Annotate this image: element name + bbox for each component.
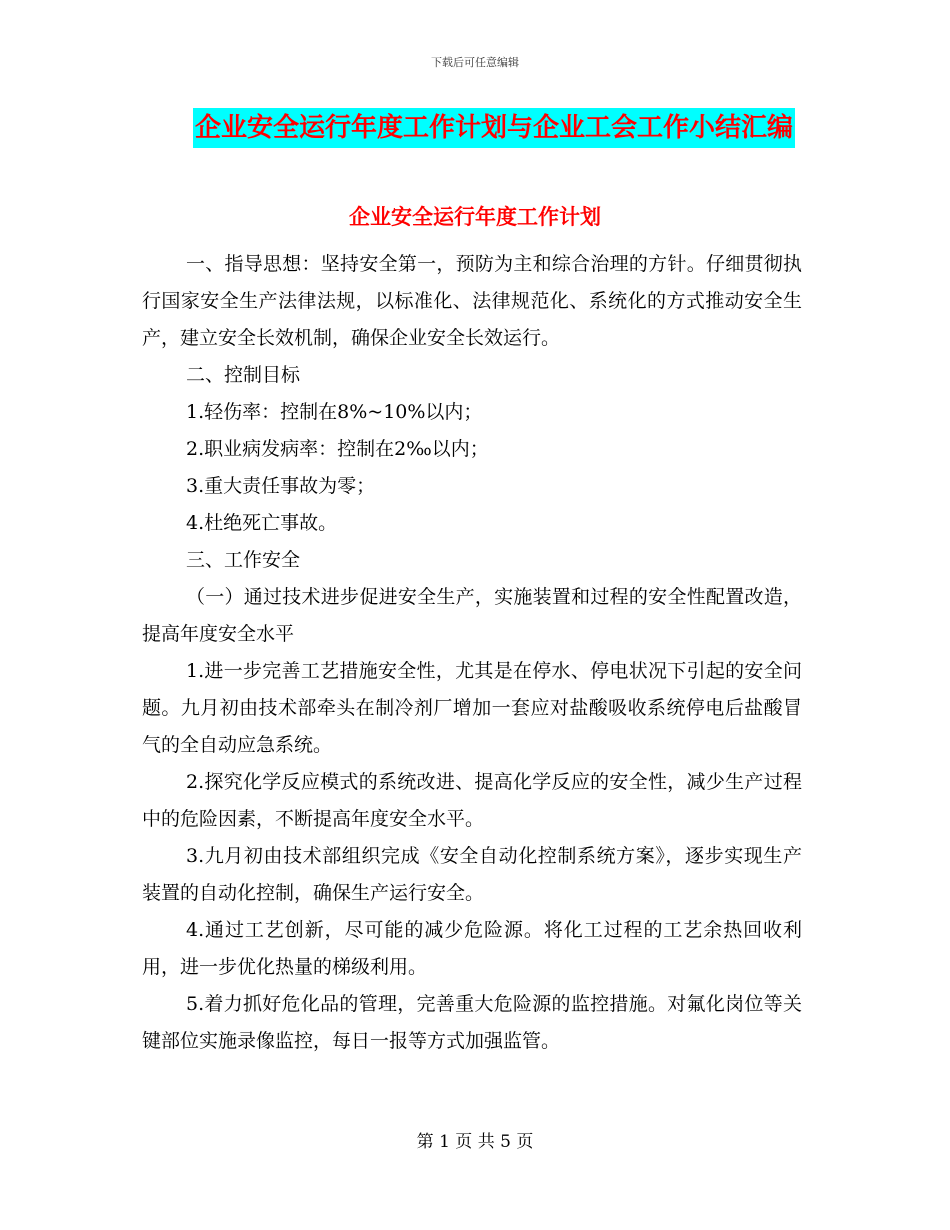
paragraph-target-occupational-disease: 2.职业病发病率：控制在2‰以内； xyxy=(186,438,489,460)
paragraph-item-4: 4.通过工艺创新，尽可能的减少危险源。将化工过程的工艺余热回收利用，进一步优化热量的梯级利用。 xyxy=(142,919,802,978)
paragraph-target-major-accident: 3.重大责任事故为零； xyxy=(186,475,376,497)
paragraph-heading-work-safety: 三、工作安全 xyxy=(186,549,301,571)
paragraph-item-5: 5.着力抓好危化品的管理，完善重大危险源的监控措施。对氟化岗位等关键部位实施录像监控，每日一报等方式加强监管。 xyxy=(142,993,802,1052)
document-title-container xyxy=(193,108,803,148)
header-note: 下载后可任意编辑 xyxy=(431,56,519,69)
paragraph-target-minor-injury: 1.轻伤率：控制在8%~10%以内； xyxy=(186,401,483,423)
paragraph-target-fatal-accident: 4.杜绝死亡事故。 xyxy=(186,512,338,534)
document-title: 企业安全运行年度工作计划与企业工会工作小结汇编 xyxy=(193,108,795,148)
paragraph-item-1: 1.进一步完善工艺措施安全性，尤其是在停水、停电状况下引起的安全问题。九月初由技术部牵头在制冷剂厂增加一套应对盐酸吸收系统停电后盐酸冒气的全自动应急系统。 xyxy=(142,660,802,756)
paragraph-guiding-ideology: 一、指导思想：坚持安全第一，预防为主和综合治理的方针。仔细贯彻执行国家安全生产法律法规，以标准化、法律规范化、系统化的方式推动安全生产，建立安全长效机制，确保企业安全长效运行。 xyxy=(142,253,802,349)
paragraph-subheading-technical-progress: （一）通过技术进步促进安全生产，实施装置和过程的安全性配置改造，提高年度安全水平 xyxy=(142,586,802,645)
paragraph-item-2: 2.探究化学反应模式的系统改进、提高化学反应的安全性，减少生产过程中的危险因素，不断提高年度安全水平。 xyxy=(142,771,802,830)
paragraph-heading-control-targets: 二、控制目标 xyxy=(186,364,301,386)
section-title: 企业安全运行年度工作计划 xyxy=(349,204,601,229)
document-body xyxy=(142,246,802,1060)
page-footer: 第 1 页 共 5 页 xyxy=(416,1132,534,1152)
paragraph-item-3: 3.九月初由技术部组织完成《安全自动化控制系统方案》，逐步实现生产装置的自动化控制，确保生产运行安全。 xyxy=(142,845,802,904)
